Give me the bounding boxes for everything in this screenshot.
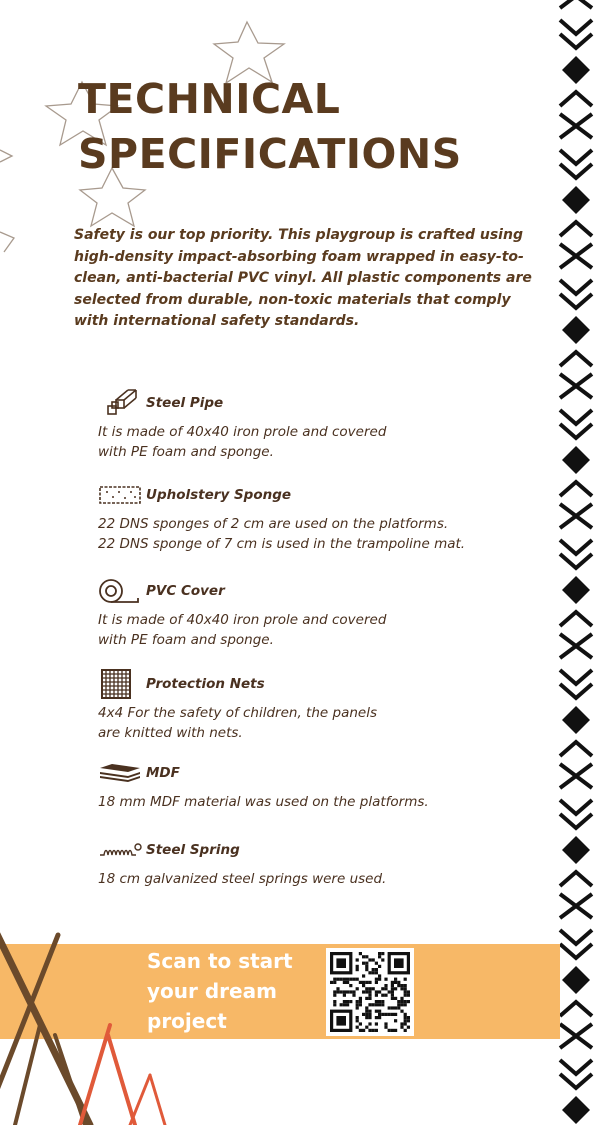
spec-title: Steel Spring xyxy=(146,842,240,858)
spec-title: MDF xyxy=(146,765,180,781)
spec-item-mdf xyxy=(98,758,538,812)
spec-title: PVC Cover xyxy=(146,583,225,599)
spec-description: It is made of 40x40 iron prole and covered with PE foam and sponge. xyxy=(98,424,387,460)
spec-item-steel-pipe xyxy=(98,388,538,462)
spec-description: 4x4 For the safety of children, the panels are knitted with nets. xyxy=(98,705,377,741)
spec-title: Upholstery Sponge xyxy=(146,487,292,503)
spec-item-protection-nets xyxy=(98,669,538,743)
steel-pipe-icon xyxy=(98,388,142,418)
intro-paragraph: Safety is our top priority. This playgroup is crafted using high-density impact-absorbing foam wrapped in easy-to- clean, anti-bacterial PVC vinyl. All plastic components are selected from durable, non-toxic materials that comply with international safety standards. xyxy=(74,227,532,330)
net-icon xyxy=(98,669,142,699)
spec-title: Protection Nets xyxy=(146,676,265,692)
title-line: SPECIFICATIONS xyxy=(78,130,462,178)
spec-description: 22 DNS sponges of 2 cm are used on the platforms. 22 DNS sponge of 7 cm is used in the trampoline mat. xyxy=(98,516,466,552)
spec-description: It is made of 40x40 iron prole and covered with PE foam and sponge. xyxy=(98,612,387,648)
sponge-icon xyxy=(98,480,142,510)
spec-item-pvc-cover xyxy=(98,576,538,650)
mdf-boards-icon xyxy=(98,758,142,788)
cta-text: Scan to start your dream project xyxy=(147,949,293,1033)
spec-description: 18 cm galvanized steel springs were used. xyxy=(98,871,387,887)
title-line: TECHNICAL xyxy=(78,75,341,123)
spec-description: 18 mm MDF material was used on the platforms. xyxy=(98,794,429,810)
qr-code[interactable] xyxy=(326,948,414,1036)
spec-item-steel-spring xyxy=(98,835,538,889)
pvc-roll-icon xyxy=(98,576,142,606)
spec-title: Steel Pipe xyxy=(146,395,224,411)
page-title xyxy=(78,72,462,182)
spring-icon xyxy=(98,835,142,865)
star-icon xyxy=(0,232,14,252)
spec-item-upholstery-sponge xyxy=(98,480,538,554)
star-icon xyxy=(0,150,12,162)
